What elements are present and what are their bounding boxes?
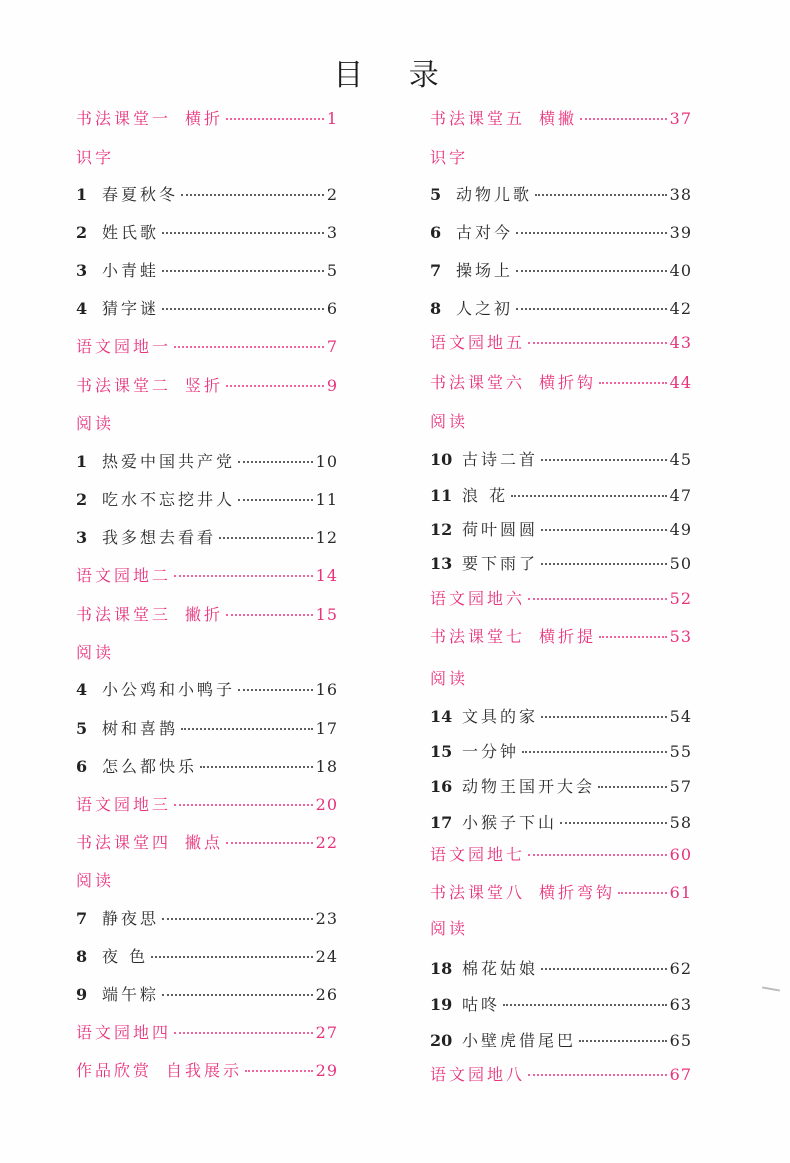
- page-number: 39: [669, 223, 692, 242]
- entry-title: 棉花姑娘: [462, 959, 539, 978]
- lesson-number: 7: [76, 909, 88, 928]
- page-number: 37: [669, 109, 692, 128]
- entry-title: 一分钟: [462, 742, 520, 761]
- lesson-number: 4: [76, 299, 88, 318]
- entry-title: 语文园地二: [76, 566, 172, 585]
- dot-leader: [511, 495, 667, 497]
- page-number: 65: [669, 1031, 692, 1050]
- entry-title: 古对今: [456, 223, 514, 242]
- dot-leader: [238, 461, 313, 463]
- unit-heading-label: 阅读: [430, 669, 469, 688]
- lesson-number: 19: [430, 995, 453, 1014]
- toc-garden-entry[interactable]: [430, 330, 692, 353]
- lesson-number: 9: [76, 985, 88, 1004]
- entry-title: 人之初: [456, 299, 514, 318]
- page-number: 67: [669, 1065, 692, 1084]
- entry-title: 语文园地一: [76, 337, 172, 356]
- lesson-number: 2: [76, 223, 88, 242]
- dot-leader: [516, 308, 667, 310]
- toc-garden-entry[interactable]: [430, 842, 692, 865]
- entry-title: 语文园地八: [430, 1065, 526, 1084]
- entry-title: 语文园地三: [76, 795, 172, 814]
- dot-leader: [151, 956, 313, 958]
- page-number: 5: [326, 261, 338, 280]
- dot-leader: [181, 194, 324, 196]
- entry-title: 书法课堂八: [430, 883, 526, 902]
- entry-title: 小公鸡和小鸭子: [102, 680, 236, 699]
- lesson-number: 17: [430, 813, 453, 832]
- entry-title: 小猴子下山: [462, 813, 558, 832]
- page-number: 52: [669, 589, 692, 608]
- toc-lesson-entry[interactable]: [430, 956, 692, 979]
- toc-lesson-entry[interactable]: [76, 296, 338, 319]
- pen-mark: [762, 986, 780, 991]
- dot-leader: [226, 614, 313, 616]
- toc-lesson-entry[interactable]: [76, 716, 338, 739]
- toc-lesson-entry[interactable]: [430, 704, 692, 727]
- lesson-number: 8: [430, 299, 442, 318]
- entry-title: 夜 色: [102, 947, 149, 966]
- dot-leader: [599, 636, 667, 638]
- dot-leader: [162, 232, 324, 234]
- toc-lesson-entry[interactable]: [76, 487, 338, 510]
- dot-leader: [528, 854, 667, 856]
- page-number: 45: [669, 450, 692, 469]
- toc-garden-entry[interactable]: [76, 1020, 338, 1043]
- entry-title: 古诗二首: [462, 450, 539, 469]
- lesson-number: 5: [430, 185, 442, 204]
- page-number: 20: [315, 795, 338, 814]
- dot-leader: [535, 194, 667, 196]
- entry-title: 书法课堂三: [76, 605, 172, 624]
- entry-title: 怎么都快乐: [102, 757, 198, 776]
- entry-title: 猜字谜: [102, 299, 160, 318]
- page-number: 16: [315, 680, 338, 699]
- entry-title: 语文园地四: [76, 1023, 172, 1042]
- entry-title: 语文园地七: [430, 845, 526, 864]
- page-number: 11: [315, 490, 338, 509]
- unit-heading-label: 阅读: [76, 414, 115, 433]
- lesson-number: 15: [430, 742, 453, 761]
- entry-subtitle: 横折弯钩: [539, 883, 616, 902]
- entry-title: 动物儿歌: [456, 185, 533, 204]
- dot-leader: [503, 1004, 667, 1006]
- entry-title: 书法课堂一: [76, 109, 172, 128]
- dot-leader: [579, 1040, 667, 1042]
- page-number: 42: [669, 299, 692, 318]
- toc-lesson-entry[interactable]: [430, 1028, 692, 1051]
- page-number: 57: [669, 777, 692, 796]
- dot-leader: [541, 459, 667, 461]
- toc-garden-entry[interactable]: [76, 563, 338, 586]
- toc-lesson-entry[interactable]: [430, 258, 692, 281]
- lesson-number: 10: [430, 450, 453, 469]
- dot-leader: [162, 308, 324, 310]
- dot-leader: [560, 822, 667, 824]
- entry-title: 书法课堂二: [76, 376, 172, 395]
- dot-leader: [174, 1032, 313, 1034]
- toc-section-entry[interactable]: [76, 602, 338, 625]
- entry-title: 端午粽: [102, 985, 160, 1004]
- entry-title: 书法课堂四: [76, 833, 172, 852]
- page-number: 3: [326, 223, 338, 242]
- dot-leader: [200, 766, 313, 768]
- lesson-number: 11: [430, 486, 453, 505]
- unit-heading-label: 识字: [430, 148, 469, 167]
- entry-title: 小壁虎借尾巴: [462, 1031, 577, 1050]
- toc-unit-heading: [76, 145, 338, 168]
- page-number: 14: [315, 566, 338, 585]
- dot-leader: [174, 804, 313, 806]
- entry-title: 小青蛙: [102, 261, 160, 280]
- toc-section-entry[interactable]: [430, 624, 692, 647]
- entry-subtitle: 撇折: [185, 605, 224, 624]
- entry-subtitle: 撇点: [185, 833, 224, 852]
- entry-title: 操场上: [456, 261, 514, 280]
- entry-title: 热爱中国共产党: [102, 452, 236, 471]
- toc-lesson-entry[interactable]: [430, 992, 692, 1015]
- dot-leader: [528, 598, 667, 600]
- lesson-number: 6: [430, 223, 442, 242]
- toc-garden-entry[interactable]: [76, 792, 338, 815]
- entry-title: 春夏秋冬: [102, 185, 179, 204]
- dot-leader: [522, 751, 667, 753]
- dot-leader: [174, 575, 313, 577]
- entry-subtitle: 横折提: [539, 627, 597, 646]
- entry-title: 动物王国开大会: [462, 777, 596, 796]
- toc-lesson-entry[interactable]: [76, 906, 338, 929]
- toc-lesson-entry[interactable]: [76, 220, 338, 243]
- toc-unit-heading: [76, 640, 338, 663]
- page-number: 26: [315, 985, 338, 1004]
- dot-leader: [226, 118, 324, 120]
- entry-title: 作品欣赏: [76, 1061, 153, 1080]
- entry-title: 静夜思: [102, 909, 160, 928]
- page-number: 22: [315, 833, 338, 852]
- toc-lesson-entry[interactable]: [430, 483, 692, 506]
- dot-leader: [580, 118, 667, 120]
- entry-title: 文具的家: [462, 707, 539, 726]
- entry-title: 树和喜鹊: [102, 719, 179, 738]
- page-number: 24: [315, 947, 338, 966]
- entry-subtitle: 横折钩: [539, 373, 597, 392]
- page-number: 40: [669, 261, 692, 280]
- page-number: 58: [669, 813, 692, 832]
- toc-lesson-entry[interactable]: [76, 754, 338, 777]
- page-number: 60: [669, 845, 692, 864]
- page-title: 目 录: [333, 58, 457, 93]
- toc-lesson-entry[interactable]: [76, 449, 338, 472]
- page-number: 63: [669, 995, 692, 1014]
- page-number: 9: [326, 376, 338, 395]
- entry-subtitle: 横折: [185, 109, 224, 128]
- dot-leader: [162, 994, 313, 996]
- lesson-number: 5: [76, 719, 88, 738]
- toc-unit-heading: [76, 411, 338, 434]
- toc-section-entry[interactable]: [430, 370, 692, 393]
- entry-title: 荷叶圆圆: [462, 520, 539, 539]
- toc-lesson-entry[interactable]: [76, 182, 338, 205]
- page-number: 17: [315, 719, 338, 738]
- toc-lesson-entry[interactable]: [76, 258, 338, 281]
- toc-unit-heading: [430, 409, 692, 432]
- page-number: 10: [315, 452, 338, 471]
- lesson-number: 1: [76, 185, 88, 204]
- toc-garden-entry[interactable]: [76, 334, 338, 357]
- lesson-number: 16: [430, 777, 453, 796]
- page-number: 27: [315, 1023, 338, 1042]
- dot-leader: [541, 529, 667, 531]
- entry-title: 书法课堂六: [430, 373, 526, 392]
- lesson-number: 18: [430, 959, 453, 978]
- toc-lesson-entry[interactable]: [430, 447, 692, 470]
- toc-lesson-entry[interactable]: [76, 525, 338, 548]
- page-number: 61: [669, 883, 692, 902]
- dot-leader: [516, 270, 667, 272]
- entry-subtitle: 自我展示: [166, 1061, 243, 1080]
- dot-leader: [618, 892, 667, 894]
- page-number: 43: [669, 333, 692, 352]
- dot-leader: [528, 342, 667, 344]
- toc-lesson-entry[interactable]: [430, 517, 692, 540]
- page-number: 50: [669, 554, 692, 573]
- dot-leader: [541, 563, 667, 565]
- page-number: 15: [315, 605, 338, 624]
- page-number: 7: [326, 337, 338, 356]
- dot-leader: [541, 968, 667, 970]
- page-number: 44: [669, 373, 692, 392]
- dot-leader: [181, 728, 313, 730]
- dot-leader: [541, 716, 667, 718]
- dot-leader: [245, 1070, 313, 1072]
- page-number: 55: [669, 742, 692, 761]
- toc-unit-heading: [430, 916, 692, 939]
- entry-subtitle: 横撇: [539, 109, 578, 128]
- unit-heading-label: 阅读: [76, 643, 115, 662]
- lesson-number: 6: [76, 757, 88, 776]
- lesson-number: 12: [430, 520, 453, 539]
- entry-title: 书法课堂七: [430, 627, 526, 646]
- dot-leader: [219, 537, 313, 539]
- lesson-number: 14: [430, 707, 453, 726]
- lesson-number: 13: [430, 554, 453, 573]
- dot-leader: [599, 382, 667, 384]
- toc-lesson-entry[interactable]: [430, 810, 692, 833]
- entry-title: 浪 花: [462, 486, 509, 505]
- entry-title: 我多想去看看: [102, 528, 217, 547]
- page-number: 49: [669, 520, 692, 539]
- toc-garden-entry[interactable]: [430, 586, 692, 609]
- page-number: 18: [315, 757, 338, 776]
- toc-lesson-entry[interactable]: [76, 944, 338, 967]
- lesson-number: 8: [76, 947, 88, 966]
- dot-leader: [226, 842, 313, 844]
- page-number: 1: [326, 109, 338, 128]
- unit-heading-label: 阅读: [430, 412, 469, 431]
- toc-lesson-entry[interactable]: [430, 220, 692, 243]
- lesson-number: 2: [76, 490, 88, 509]
- page-number: 29: [315, 1061, 338, 1080]
- toc-unit-heading: [76, 868, 338, 891]
- entry-title: 要下雨了: [462, 554, 539, 573]
- entry-title: 姓氏歌: [102, 223, 160, 242]
- toc-lesson-entry[interactable]: [430, 739, 692, 762]
- dot-leader: [174, 346, 324, 348]
- dot-leader: [516, 232, 667, 234]
- toc-garden-entry[interactable]: [430, 1062, 692, 1085]
- dot-leader: [162, 270, 324, 272]
- page-number: 6: [326, 299, 338, 318]
- unit-heading-label: 阅读: [76, 871, 115, 890]
- toc-section-entry[interactable]: [430, 880, 692, 903]
- lesson-number: 3: [76, 528, 88, 547]
- page-number: 53: [669, 627, 692, 646]
- entry-title: 吃水不忘挖井人: [102, 490, 236, 509]
- unit-heading-label: 阅读: [430, 919, 469, 938]
- toc-lesson-entry[interactable]: [430, 774, 692, 797]
- lesson-number: 20: [430, 1031, 453, 1050]
- toc-unit-heading: [430, 666, 692, 689]
- toc-lesson-entry[interactable]: [76, 982, 338, 1005]
- lesson-number: 7: [430, 261, 442, 280]
- toc-lesson-entry[interactable]: [76, 677, 338, 700]
- dot-leader: [238, 499, 313, 501]
- lesson-number: 4: [76, 680, 88, 699]
- page-number: 2: [326, 185, 338, 204]
- toc-lesson-entry[interactable]: [430, 551, 692, 574]
- entry-title: 语文园地五: [430, 333, 526, 352]
- dot-leader: [528, 1074, 667, 1076]
- toc-section-entry[interactable]: [430, 106, 692, 129]
- dot-leader: [238, 689, 313, 691]
- toc-lesson-entry[interactable]: [430, 296, 692, 319]
- toc-section-entry[interactable]: [76, 373, 338, 396]
- entry-title: 咕咚: [462, 995, 501, 1014]
- toc-section-entry[interactable]: [76, 1058, 338, 1081]
- page-number: 62: [669, 959, 692, 978]
- dot-leader: [226, 385, 324, 387]
- page-number: 47: [669, 486, 692, 505]
- page-number: 23: [315, 909, 338, 928]
- page-number: 54: [669, 707, 692, 726]
- dot-leader: [162, 918, 313, 920]
- toc-lesson-entry[interactable]: [430, 182, 692, 205]
- toc-section-entry[interactable]: [76, 106, 338, 129]
- toc-unit-heading: [430, 145, 692, 168]
- entry-title: 书法课堂五: [430, 109, 526, 128]
- page-number: 38: [669, 185, 692, 204]
- entry-title: 语文园地六: [430, 589, 526, 608]
- dot-leader: [598, 786, 667, 788]
- page-number: 12: [315, 528, 338, 547]
- entry-subtitle: 竖折: [185, 376, 224, 395]
- lesson-number: 1: [76, 452, 88, 471]
- lesson-number: 3: [76, 261, 88, 280]
- toc-section-entry[interactable]: [76, 830, 338, 853]
- unit-heading-label: 识字: [76, 148, 115, 167]
